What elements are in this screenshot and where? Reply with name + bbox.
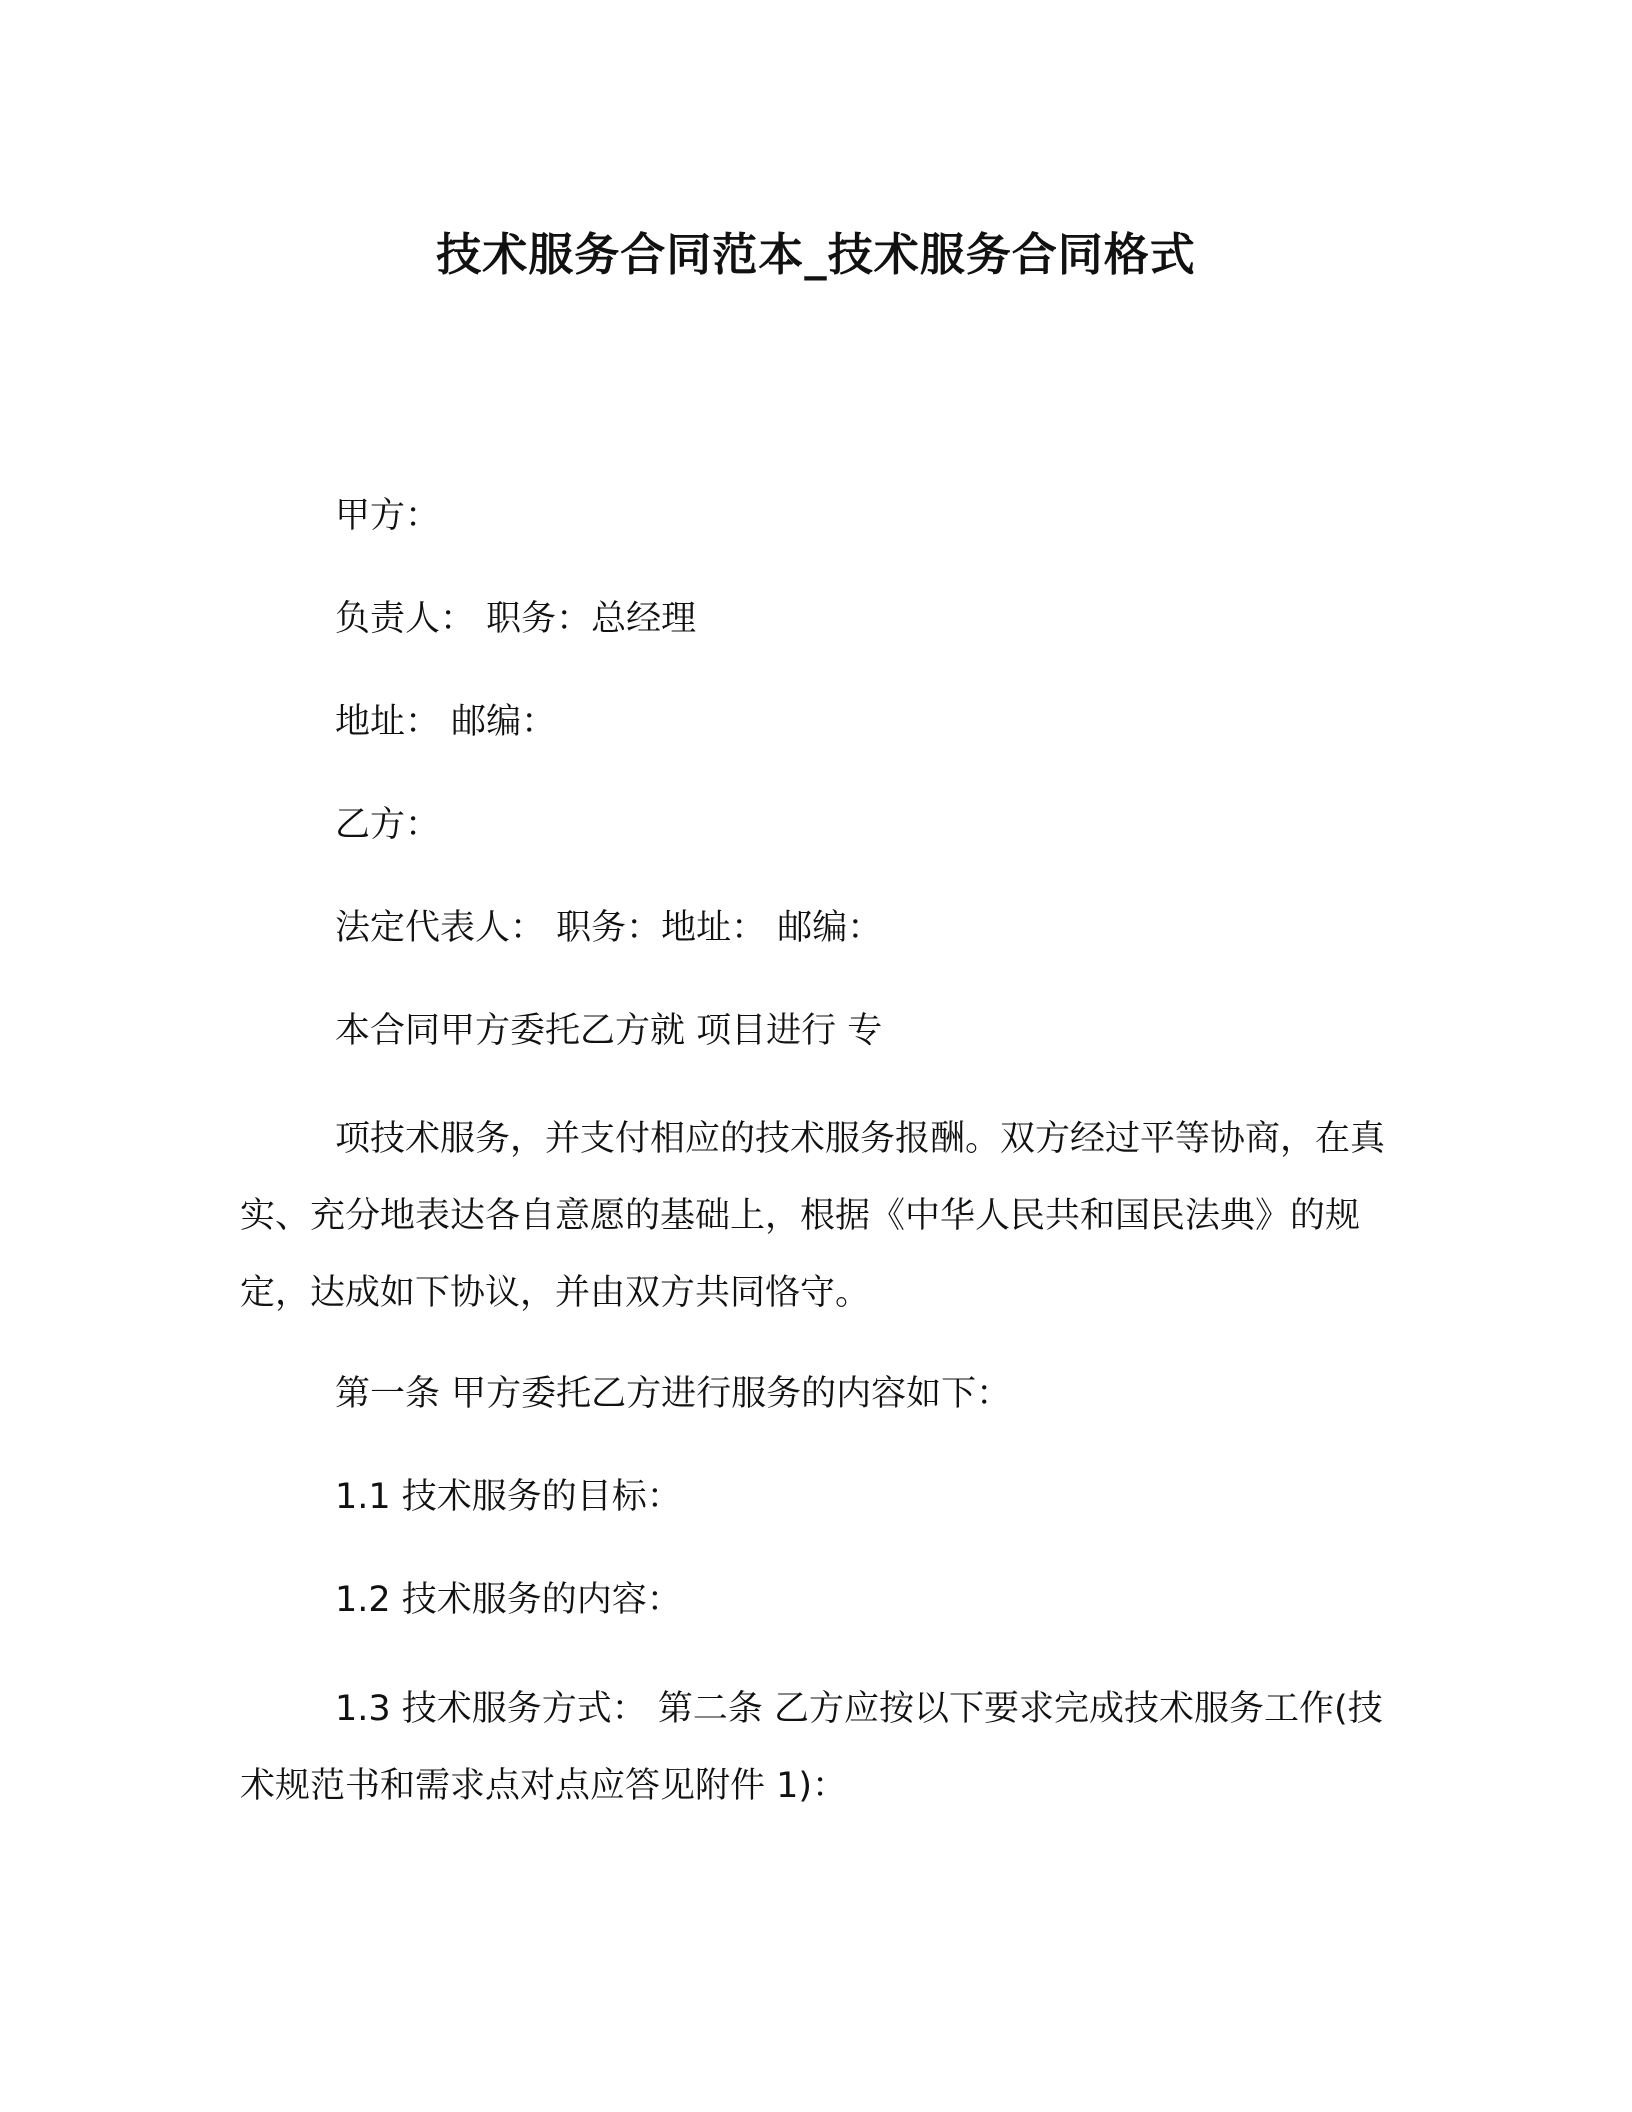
party-a-person-line: 负责人： 职务：总经理 (335, 599, 697, 639)
item-1-1: 1.1 技术服务的目标： (335, 1477, 682, 1517)
intro-line: 本合同甲方委托乙方就 项目进行 专 (335, 1011, 883, 1051)
party-a-line: 甲方： (335, 496, 441, 536)
article-1-heading: 第一条 甲方委托乙方进行服务的内容如下： (335, 1374, 1012, 1414)
item-1-2: 1.2 技术服务的内容： (335, 1580, 682, 1620)
party-b-line: 乙方： (335, 805, 441, 845)
intro-paragraph: 项技术服务，并支付相应的技术服务报酬。双方经过平等协商，在真实、充分地表达各自意愿的基础上，根据《中华人民共和国民法典》的规定，达成如下协议，并由双方共同恪守。 (240, 1119, 1386, 1313)
item-1-3-paragraph: 1.3 技术服务方式： 第二条 乙方应按以下要求完成技术服务工作(技术规范书和需求点对点应答见附件 1)： (240, 1689, 1383, 1806)
party-b-person-line: 法定代表人： 职务：地址： 邮编： (335, 908, 883, 948)
party-a-address-line: 地址： 邮编： (335, 702, 557, 742)
document-title: 技术服务合同范本_技术服务合同格式 (436, 228, 1196, 281)
